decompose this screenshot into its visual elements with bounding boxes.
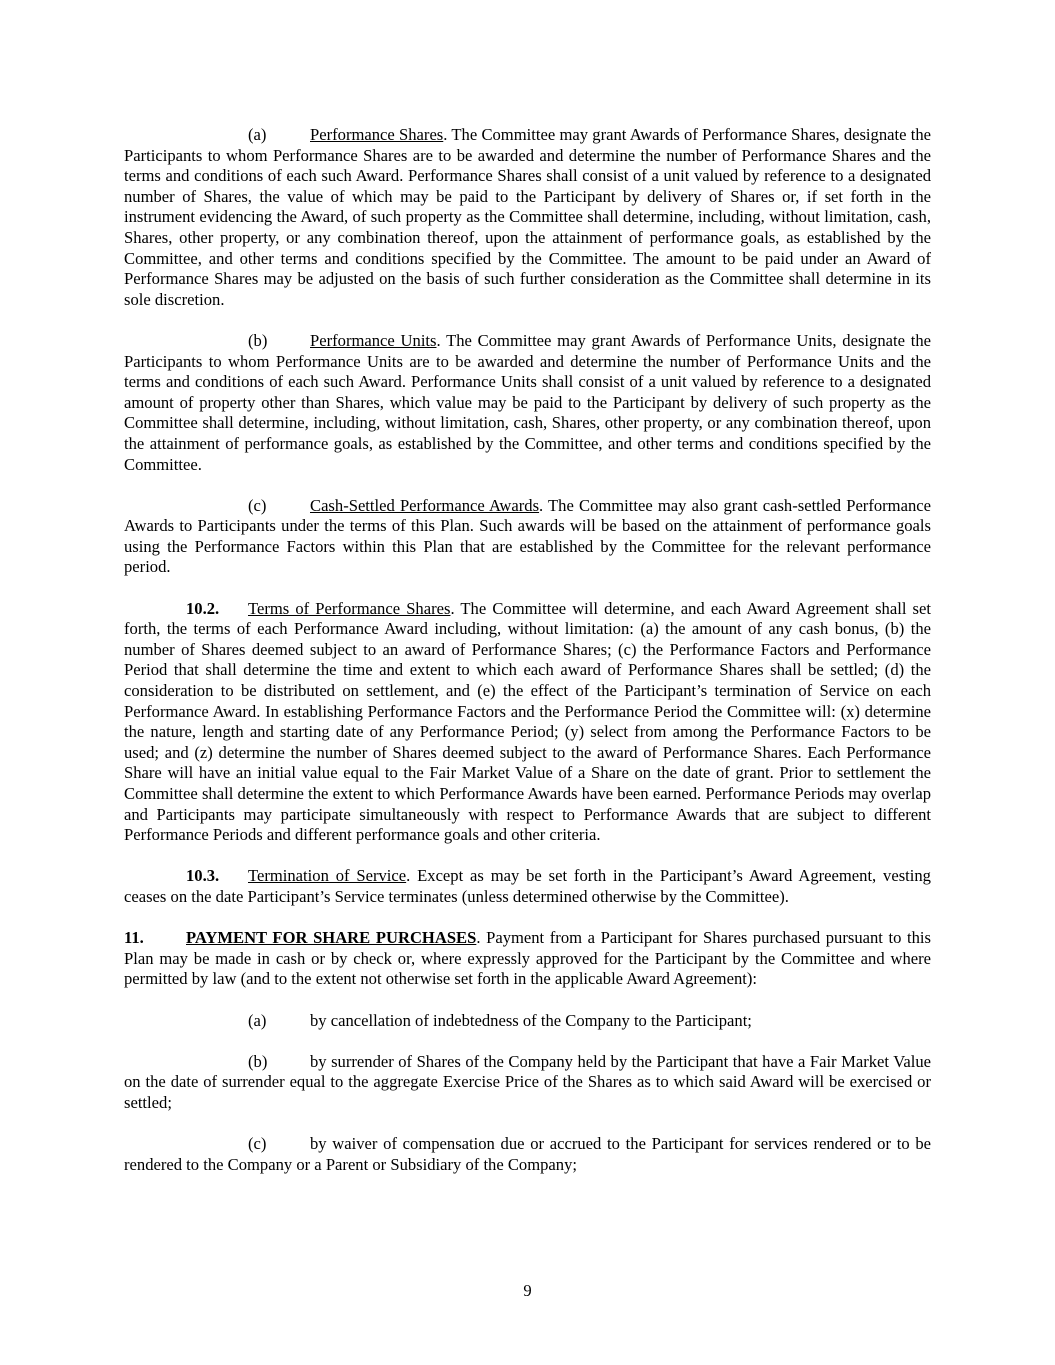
item-body: . The Committee may also grant cash-settled Performance Awards to Participants under the terms of this Plan. Such awards will be based on the attainment of performance goals using the Performance Factors within this Plan that are established by the Committee for the relevant performance period. xyxy=(124,495,931,577)
item-body: by waiver of compensation due or accrued to the Participant for services rendered or to be rendered to the Company or a Parent or Subsidiary of the Company; xyxy=(124,1134,931,1174)
item-body: . The Committee may grant Awards of Performance Units, designate the Participants to whom Performance Units are to be awarded and determine the number of Performance Units and the terms and conditions of each such Award. Performance Units shall consist of a unit valued by reference to a designated amount of property other than Shares, which value may be paid to the Participant by delivery of such property as the Committee shall determine, including, without limitation, cash, Shares, other property, or any combination thereof, upon the attainment of performance goals, as established by the Committee, and other terms and conditions specified by the Committee. xyxy=(124,330,932,474)
section-body: . Payment from a Participant for Shares purchased pursuant to this Plan may be made in cash or by check or, where expressly approved for the Participant by the Committee and where permitted by law (and to the extent not otherwise set forth in the applicable Award Agreement): xyxy=(124,928,931,989)
item-label: (c) xyxy=(248,495,267,515)
item-label: (a) xyxy=(248,1010,267,1030)
section-number: 10.2. xyxy=(186,598,220,618)
paragraph-performance-units xyxy=(124,331,931,475)
item-label: (b) xyxy=(248,330,268,350)
section-10-2 xyxy=(124,599,931,846)
payment-option-c xyxy=(124,1134,931,1175)
payment-option-a xyxy=(124,1011,931,1032)
item-body: by surrender of Shares of the Company held by the Participant that have a Fair Market Value on the date of surrender equal to the aggregate Exercise Price of the Shares as to which said Award will be exercised or settled; xyxy=(124,1051,931,1112)
section-body: . The Committee will determine, and each Award Agreement shall set forth, the terms of each Performance Award including, without limitation: (a) the amount of any cash bonus, (b) the number of Shares deemed subject to an award of Performance Shares; (c) the Performance Factors and Performance Period that shall determine the time and extent to which each award of Performance Shares shall be settled; (d) the consideration to be distributed on settlement, and (e) the effect of the Participant’s termination of Service on each Performance Award. In establishing Performance Factors and the Performance Period the Committee will: (x) determine the nature, length and starting date of any Performance Period; (y) select from among the Performance Factors to be used; and (z) determine the number of Shares deemed subject to the award of Performance Shares. Each Performance Share will have an initial value equal to the Fair Market Value of a Share on the date of grant. Prior to settlement the Committee shall determine the extent to which Performance Awards have been earned. Performance Periods may overlap and Participants may participate simultaneously with respect to Performance Awards that are subject to different Performance Periods and different performance goals and other criteria. xyxy=(124,598,931,845)
page-number: 9 xyxy=(523,1281,532,1300)
item-label: (b) xyxy=(248,1051,268,1071)
item-label: (a) xyxy=(248,125,267,144)
item-heading: Performance Units xyxy=(310,330,437,350)
item-body: by cancellation of indebtedness of the Company to the Participant; xyxy=(310,1010,752,1030)
section-heading: Termination of Service xyxy=(248,866,407,886)
section-number: 10.3. xyxy=(186,866,220,886)
payment-option-b xyxy=(124,1052,931,1114)
item-heading: Performance Shares xyxy=(310,125,444,144)
section-heading: PAYMENT FOR SHARE PURCHASES xyxy=(186,928,477,948)
section-number: 11. xyxy=(124,928,144,948)
item-heading: Cash-Settled Performance Awards xyxy=(310,495,540,515)
section-10-3 xyxy=(124,866,931,907)
section-heading: Terms of Performance Shares xyxy=(248,598,451,618)
document-page xyxy=(124,125,931,1175)
paragraph-performance-shares xyxy=(124,125,931,310)
section-11 xyxy=(124,928,931,990)
paragraph-cash-settled-awards xyxy=(124,496,931,578)
section-body: . Except as may be set forth in the Participant’s Award Agreement, vesting ceases on the date Participant’s Service terminates (unless determined otherwise by the Committee). xyxy=(124,866,931,906)
item-body: . The Committee may grant Awards of Performance Shares, designate the Participants to whom Performance Shares are to be awarded and determine the number of Performance Shares and the terms and conditions of each such Award. Performance Shares shall consist of a unit valued by reference to a designated number of Shares, the value of which may be paid to the Participant by delivery of Shares or, if set forth in the instrument evidencing the Award, of such property as the Committee shall determine, including, without limitation, cash, Shares, other property, or any combination thereof, upon the attainment of performance goals, as established by the Committee, and other terms and conditions specified by the Committee. The amount to be paid under an Award of Performance Shares may be adjusted on the basis of such further consideration as the Committee shall determine in its sole discretion. xyxy=(124,125,932,309)
item-label: (c) xyxy=(248,1134,267,1154)
